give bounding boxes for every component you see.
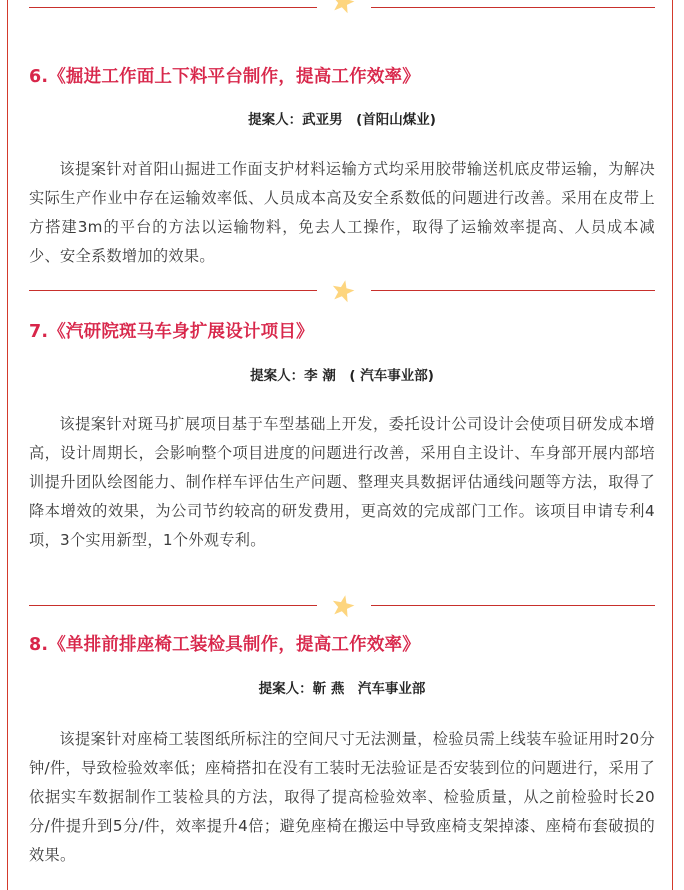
section-body: 该提案针对首阳山掘进工作面支护材料运输方式均采用胶带输送机底皮带运输，为解决实际生产作业中存在运输效率低、人员成本高及安全系数低的问题进行改善。采用在皮带上方搭建3m的平台的方法以运输物料，免去人工操作，取得了运输效率提高、人员成本减少、安全系数增加的效果。 — [29, 160, 655, 265]
section-title: 8.《单排前排座椅工装检具制作，提高工作效率》 — [29, 635, 420, 655]
section-divider — [0, 283, 684, 307]
star-icon — [331, 594, 355, 618]
divider-line-right — [371, 290, 655, 291]
section-title: 7.《汽研院斑马车身扩展设计项目》 — [29, 322, 314, 342]
section-body: 该提案针对斑马扩展项目基于车型基础上开发，委托设计公司设计会使项目研发成本增高，设计周期长，会影响整个项目进度的问题进行改善，采用自主设计、车身部开展内部培训提升团队绘图能力、制作样车评估生产问题、整理夹具数据评估通线问题等方法，取得了降本增效的效果，为公司节约较高的研发费用，更高效的完成部门工作。该项目申请专利4项，3个实用新型，1个外观专利。 — [29, 415, 655, 549]
star-icon — [331, 0, 355, 14]
section-divider — [0, 0, 684, 24]
proposer-line: 提案人：武亚男 (首阳山煤业) — [248, 112, 436, 128]
divider-line-left — [29, 605, 317, 606]
section-body: 该提案针对座椅工装图纸所标注的空间尺寸无法测量，检验员需上线装车验证用时20分钟/件，导致检验效率低；座椅搭扣在没有工装时无法验证是否安装到位的问题进行，采用了依据实车数据制作工装检具的方法，取得了提高检验效率、检验质量，从之前检验时长20分/件提升到5分/件，效率提升4倍；避免座椅在搬运中导致座椅支架掉漆、座椅布套破损的效果。 — [29, 730, 655, 864]
section-title: 6.《掘进工作面上下料平台制作，提高工作效率》 — [29, 67, 420, 87]
proposer-line: 提案人：李 潮 ( 汽车事业部) — [250, 368, 434, 384]
proposer-line: 提案人：靳 燕 汽车事业部 — [258, 681, 426, 697]
divider-line-left — [29, 7, 317, 8]
section-divider — [0, 598, 684, 622]
divider-line-left — [29, 290, 317, 291]
divider-line-right — [371, 605, 655, 606]
divider-line-right — [371, 7, 655, 8]
star-icon — [331, 279, 355, 303]
